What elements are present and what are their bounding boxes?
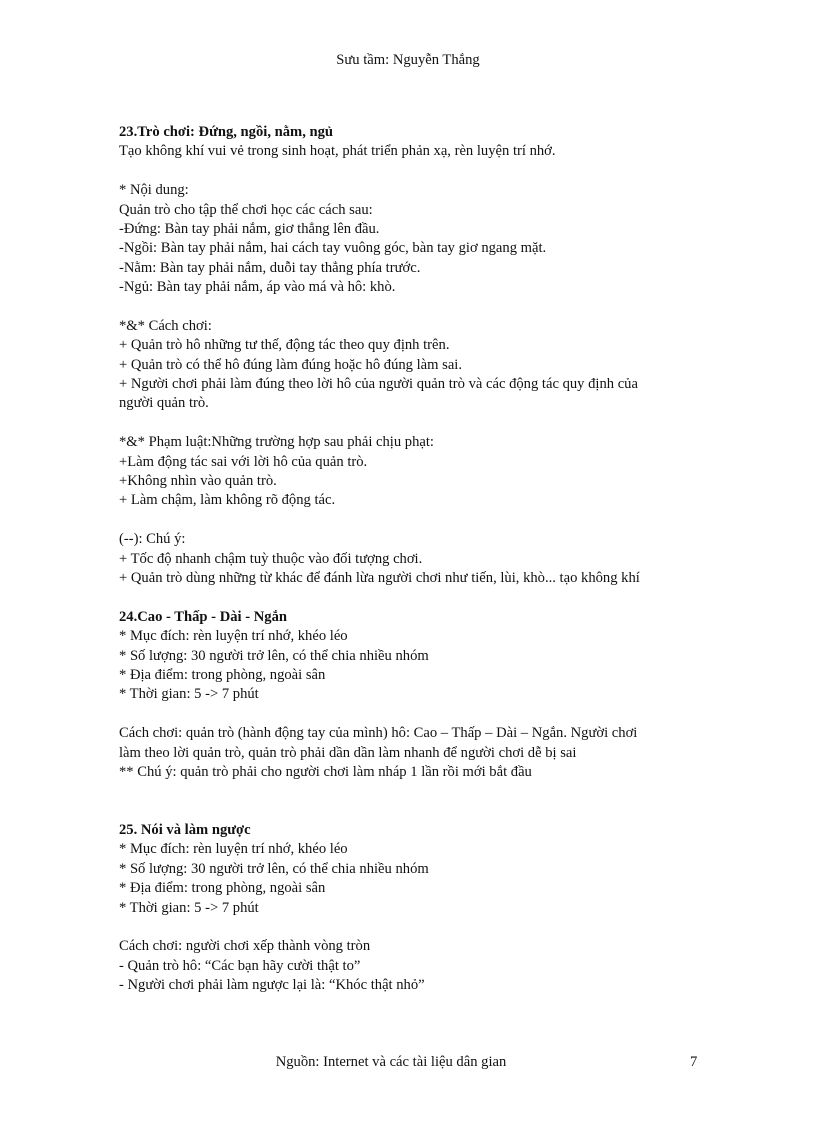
section-23-title: 23.Trò chơi: Đứng, ngồi, nằm, ngủ	[119, 124, 334, 140]
info-line: * Thời gian: 5 -> 7 phút	[119, 686, 259, 703]
howto-line: làm theo lời quản trò, quản trò phải dần dần làm nhanh để người chơi dễ bị sai	[119, 744, 577, 761]
howto-line: - Quản trò hô: “Các bạn hãy cười thật to”	[119, 957, 361, 974]
info-line: * Số lượng: 30 người trở lên, có thể chia nhiều nhóm	[119, 647, 429, 664]
content-line: -Đứng: Bàn tay phải nắm, giơ thẳng lên đầu.	[119, 220, 380, 237]
howto-line: ** Chú ý: quản trò phải cho người chơi làm nháp 1 lần rồi mới bắt đầu	[119, 763, 532, 780]
section-23-penalty-heading: *&* Phạm luật:Những trường hợp sau phải chịu phạt:	[119, 434, 434, 451]
footer-source: Nguồn: Internet và các tài liệu dân gian	[275, 1054, 507, 1070]
section-23-howto-heading: *&* Cách chơi:	[119, 317, 212, 334]
page-number: 7	[690, 1054, 698, 1070]
howto-line: Cách chơi: người chơi xếp thành vòng tròn	[119, 938, 371, 955]
section-23-content-heading: * Nội dung:	[119, 182, 189, 199]
content-line: -Ngồi: Bàn tay phải nắm, hai cách tay vuông góc, bàn tay giơ ngang mặt.	[119, 240, 547, 257]
page-content	[119, 123, 719, 996]
page-header: Sưu tầm: Nguyễn Thắng	[336, 52, 480, 68]
howto-line: - Người chơi phải làm ngược lại là: “Khóc thật nhỏ”	[119, 977, 425, 994]
howto-line: Cách chơi: quản trò (hành động tay của mình) hô: Cao – Thấp – Dài – Ngắn. Người chơi	[119, 725, 638, 742]
note-line: + Tốc độ nhanh chậm tuỳ thuộc vào đối tượng chơi.	[119, 550, 423, 567]
info-line: * Thời gian: 5 -> 7 phút	[119, 899, 259, 916]
info-line: * Mục đích: rèn luyện trí nhớ, khéo léo	[119, 628, 348, 645]
content-line: -Nằm: Bàn tay phải nắm, duỗi tay thẳng phía trước.	[119, 259, 421, 276]
section-25-title: 25. Nói và làm ngược	[119, 822, 251, 839]
section-23-note-heading: (--): Chú ý:	[119, 531, 186, 548]
note-line: + Quản trò dùng những từ khác để đánh lừa người chơi như tiến, lùi, khò... tạo không khí	[119, 569, 640, 586]
penalty-line: + Làm chậm, làm không rõ động tác.	[119, 492, 336, 509]
section-23-intro: Tạo không khí vui vẻ trong sinh hoạt, phát triển phản xạ, rèn luyện trí nhớ.	[119, 143, 556, 160]
howto-line: người quản trò.	[119, 395, 209, 412]
info-line: * Địa điểm: trong phòng, ngoài sân	[119, 880, 326, 897]
penalty-line: +Làm động tác sai với lời hô của quản trò.	[119, 453, 368, 470]
content-line: Quản trò cho tập thể chơi học các cách sau:	[119, 201, 373, 218]
content-line: -Ngủ: Bàn tay phải nắm, áp vào má và hô: khò.	[119, 279, 396, 296]
penalty-line: +Không nhìn vào quản trò.	[119, 473, 277, 490]
howto-line: + Người chơi phải làm đúng theo lời hô của người quản trò và các động tác quy định của	[119, 376, 638, 393]
section-24-title: 24.Cao - Thấp - Dài - Ngắn	[119, 608, 287, 625]
howto-line: + Quản trò hô những tư thế, động tác theo quy định trên.	[119, 337, 450, 354]
info-line: * Địa điểm: trong phòng, ngoài sân	[119, 666, 326, 683]
info-line: * Số lượng: 30 người trở lên, có thể chia nhiều nhóm	[119, 860, 429, 877]
howto-line: + Quản trò có thể hô đúng làm đúng hoặc hô đúng làm sai.	[119, 356, 463, 373]
info-line: * Mục đích: rèn luyện trí nhớ, khéo léo	[119, 841, 348, 858]
